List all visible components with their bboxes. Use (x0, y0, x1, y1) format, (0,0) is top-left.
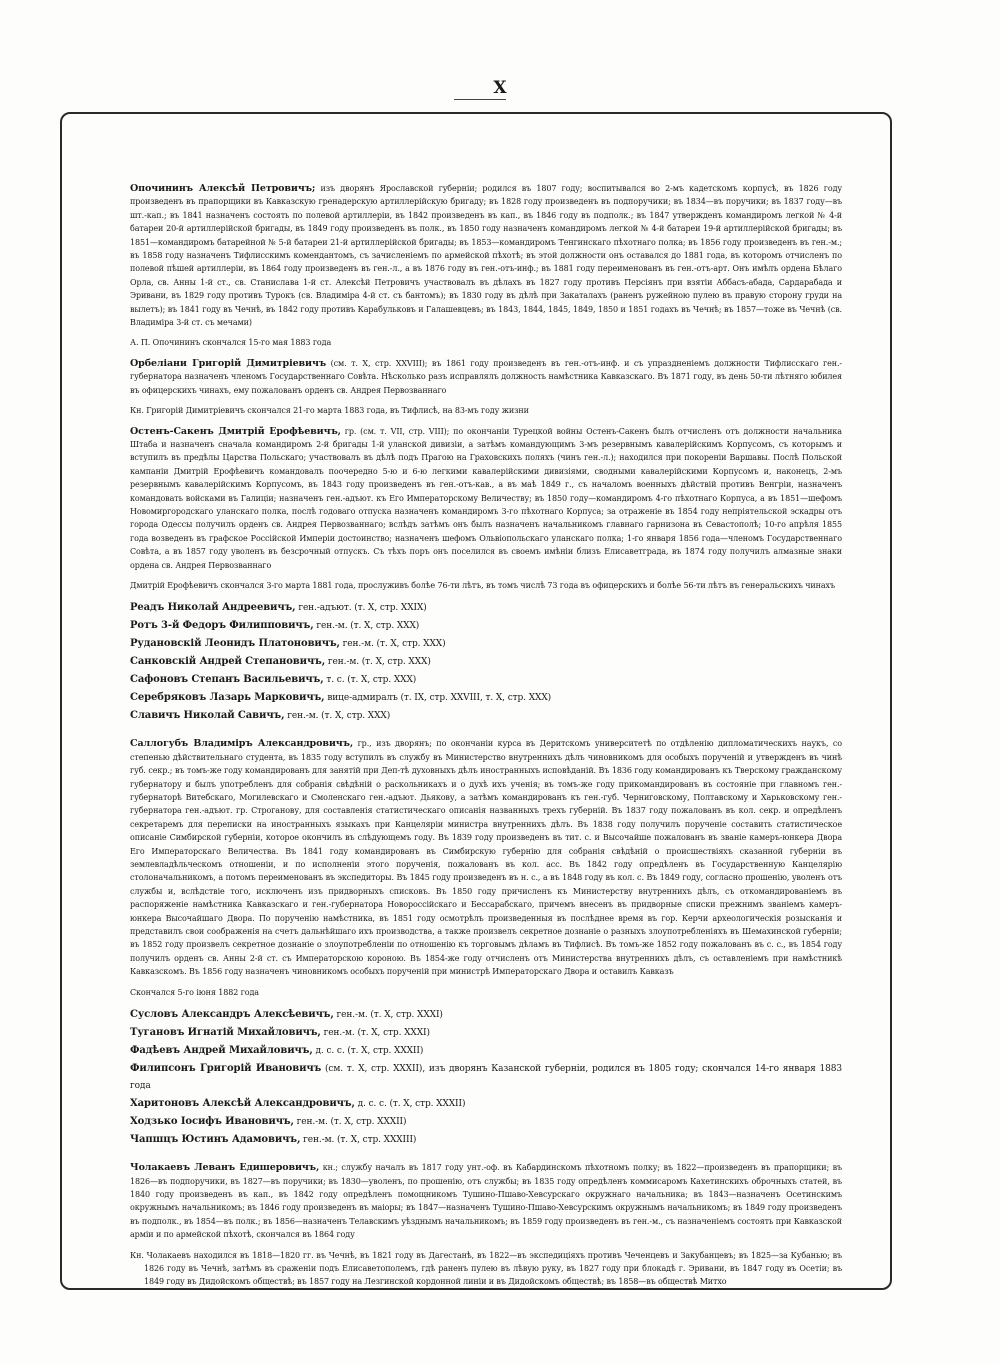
entry-text: кн.; службу началъ въ 1817 году унт.-оф. въ Кабардинскомъ пѣхотномъ полку; въ 1822—произведенъ въ прапорщики; въ 1826—въ подпоручики, въ 1827—въ поручики; въ 1830—уволенъ, по прошенію, отъ службы; въ 1835 году опредѣленъ коммисаромъ Кахетинскихъ оброчныхъ статей, въ 1840 году произведенъ въ кап., въ 1842 году опредѣленъ помощникомъ Тушино-Пшаво-Хевсурскаго окружнаго начальника; въ 1843—назначенъ Осетинскимъ окружнымъ начальникомъ; въ 1846 году произведенъ въ маіоры; въ 1847—назначенъ Тушино-Пшаво-Хевсурскимъ окружнымъ начальникомъ; въ 1849 году произведенъ въ подполк., въ 1854—въ полк.; въ 1856—назначенъ Телавскимъ уѣзднымъ начальникомъ; въ 1859 году произведенъ въ ген.-м., съ назначеніемъ состоять при Кавказской арміи и по армейской пѣхотѣ, скончался въ 1864 году (130, 1163, 842, 1240)
page-number: X (493, 78, 507, 98)
entry-name: Саллогубъ Владиміръ Александровичъ, (130, 738, 354, 750)
short-entry: Рудановскій Леонидъ Платоновичъ, ген.-м. (т. X, стр. XXX) (130, 638, 446, 650)
short-entry: Серебряковъ Лазарь Марковичъ, вице-адмиралъ (т. IX, стр. XXVIII, т. X, стр. XXX) (130, 692, 552, 704)
short-entry: Тугановъ Игнатій Михайловичъ, ген.-м. (т. X, стр. XXXI) (130, 1027, 430, 1039)
entry-note: А. П. Опочининъ скончался 15-го мая 1883 года (130, 338, 332, 348)
short-entries-s-ch (130, 1006, 842, 1149)
short-entry: Чапшцъ Юстинъ Адамовичъ, ген.-м. (т. X, стр. XXXIII) (130, 1134, 417, 1146)
entry-text: гр. (см. т. VII, стр. VIII); по окончаніи Турецкой войны Остенъ-Сакенъ былъ отчисленъ отъ должности начальника Штаба и назначенъ сначала командиромъ 2-й бригады 1-й уланской дивизіи, а затѣмъ командующимъ 3-мъ резервнымъ кавалерійскимъ Корпусомъ, съ которымъ и вступилъ въ предѣлы Царства Польскаго; участвовалъ въ дѣлѣ подъ Прагою на Граховскихъ поляхъ (чинъ ген.-л.); находился при покореніи Варшавы. Послѣ Польской кампаніи Дмитрій Ерофѣевичъ командовалъ поочередно 5-ю и 6-ю легкими кавалерійскими дивизіями, сводными кавалерійскими Корпусомъ и, наконецъ, 2-мъ резервнымъ кавалерійскимъ Корпусомъ, въ 1843 году произведенъ въ ген.-отъ-кав., а въ маѣ 1849 г., съ началомъ военныхъ дѣйствій противъ Венгріи, назначенъ командовать войсками въ Галиціи; назначенъ ген.-адъют. къ Его Императорскому Величеству; въ 1850 году—командиромъ 4-го пѣхотнаго Корпуса, а въ 1851—шефомъ Новомиргородскаго уланскаго полка, послѣ годоваго отпуска назначенъ командиромъ 3-го пѣхотнаго Корпуса; за отраженіе въ 1854 году непріятельской эскадры отъ города Одессы получилъ орденъ св. Андрея Первозваннаго; вслѣдъ затѣмъ онъ былъ назначенъ начальникомъ главнаго гарнизона въ Севастополѣ; 10-го апрѣля 1855 года возведенъ въ графское Россійской Имперіи достоинство; назначенъ шефомъ Ольвіопольскаго уланскаго полка; 1-го января 1856 года—членомъ Государственнаго Совѣта, а въ 1857 году уволенъ въ безсрочный отпускъ. Съ тѣхъ поръ онъ поселился въ своемъ имѣніи близъ Елисаветграда, въ 1874 году получилъ алмазные знаки ордена св. Андрея Первозваннаго (130, 426, 842, 570)
entry-osten-sacken (130, 425, 842, 572)
short-entry: Сафоновъ Степанъ Васильевичъ, т. с. (т. X, стр. XXX) (130, 674, 417, 686)
short-entry: Сусловъ Александръ Алексѣевичъ, ген.-м. (т. X, стр. XXXI) (130, 1009, 443, 1021)
entry-text: гр., изъ дворянъ; по окончаніи курса въ Деритскомъ университетѣ по отдѣленію дипломатическихъ наукъ, со степенью дѣйствительнаго студента, въ 1835 году вступилъ въ службу въ Министерство внутреннихъ дѣлъ чиновникомъ для особыхъ порученій и утвержденъ въ чинѣ губ. секр.; въ томъ-же году командированъ для занятій при Деп-тѣ духовныхъ дѣлъ иностранныхъ исповѣданій. Въ 1836 году командированъ къ Тверскому гражданскому губернатору и былъ употребленъ для собранія свѣдѣній о раскольникахъ и о духѣ ихъ ученія; въ томъ-же году прикомандированъ въ состояніе при главномъ ген.-губернаторѣ Витебскаго, Могилевскаго и Смоленскаго ген.-адъют. Дьякову, а затѣмъ командированъ къ ген.-губ. Черниговскому, Полтавскому и Харьковскому ген.-губернатора ген.-адъют. гр. Строганову, для составленія статистическаго описанія названныхъ трехъ губерній. Въ 1837 году пожалованъ въ кол. секр. и опредѣленъ секретаремъ для переписки на иностранныхъ языкахъ при Канцеляріи министра внутреннихъ дѣлъ. Въ 1838 году получилъ порученіе составить статистическое описаніе Симбирской губерніи, которое окончилъ въ слѣдующемъ году. Въ 1839 году произведенъ въ тит. с. и Высочайше пожалованъ въ званіе камеръ-юнкера Двора Его Императорскаго Величества. Въ 1841 году командированъ въ Симбирскую губернію для собранія свѣдѣній о происшествіяхъ сказанной губерніи въ землевладѣльческомъ отношеніи, и по исполненіи этого порученія, пожалованъ въ кол. асс. Въ 1842 году опредѣленъ въ Государственную Канцелярію столоначальникомъ, а потомъ переименованъ въ экспедиторы. Въ 1845 году произведенъ въ н. с., а въ 1848 году въ кол. с. Въ 1849 году, согласно прошенію, уволенъ отъ службы и, вслѣдствіе того, исключенъ изъ придворныхъ списковъ. Въ 1850 году причисленъ къ Министерству внутреннихъ дѣлъ, съ откомандированіемъ въ распоряженіе намѣстника Кавказскаго и ген.-губернатора Новороссійскаго и Бессарабскаго, причемъ внесенъ въ придворные списки прежнимъ званіемъ камеръ-юнкера Высочайшаго Двора. По порученію намѣстника, въ 1851 году осмотрѣлъ произведенныя въ послѣднее время въ гор. Керчи археологическія розысканія и представилъ свои соображенія на счетъ дальнѣйшаго ихъ производства, а также произвелъ секретное дознаніе о разныхъ злоупотребленіяхъ въ Шемахинской губерніи; въ 1852 году произвелъ секретное дознаніе о злоупотребленіи по отношенію къ торговымъ дѣламъ въ Тифлисѣ. Въ томъ-же 1852 году пожалованъ въ с. с., въ 1854 году получилъ орденъ св. Анны 2-й ст. съ Императорскою короною. Въ 1854-же году отчисленъ отъ Министерства внутреннихъ дѣлъ, съ оставленіемъ при намѣстникѣ Кавказскомъ. Въ 1856 году назначенъ чиновникомъ особыхъ порученій при министрѣ Императорскаго Двора и оставилъ Кавказъ (130, 739, 843, 977)
short-entry: Фадѣевъ Андрей Михайловичъ, д. с. с. (т. X, стр. XXXII) (130, 1045, 424, 1057)
entry-note: Дмитрій Ерофѣевичъ скончался 3-го марта 1881 года, прослуживъ болѣе 76-ти лѣтъ, въ томъ числѣ 73 года въ офицерскихъ и болѣе 56-ти лѣтъ въ генеральскихъ чинахъ (130, 580, 835, 590)
entry-opochinin (130, 182, 842, 329)
entry-text: изъ дворянъ Ярославской губерніи; родился въ 1807 году; воспитывался во 2-мъ кадетскомъ корпусѣ, въ 1826 году произведенъ въ прапорщики въ Кавказскую гренадерскую артиллерійскую бригаду; въ 1828 году произведенъ въ подпоручики; въ 1834—въ поручики; въ 1837 году—въ шт.-кап.; въ 1841 назначенъ состоять по полевой артиллеріи, въ 1842 произведенъ въ кап., въ 1846 году въ подполк.; въ 1847 утвержденъ командиромъ легкой № 4-й батареи 20-й артиллерійской бригады, въ 1849 году произведенъ въ полк., въ 1850 году назначенъ командиромъ легкой № 4-й батареи 19-й артиллерійской бригады; въ 1851—командиромъ батарейной № 5-й батареи 21-й артиллерійской бригады; въ 1853—командиромъ Тенгинскаго пѣхотнаго полка; въ 1856 году произведенъ въ ген.-м.; въ 1858 году назначенъ Тифлисскимъ комендантомъ, съ зачисленіемъ по армейской пѣхотѣ; въ этой должности онъ оставался до 1881 года, въ которомъ отчисленъ по полевой пѣшей артиллеріи, въ 1864 году произведенъ въ ген.-л., а въ 1876 году въ ген.-отъ-инф.; въ 1881 году переименованъ въ ген.-отъ-арт. Онъ имѣлъ ордена Бѣлаго Орла, св. Анны 1-й ст., св. Станислава 1-й ст. Алексѣй Петровичъ участвовалъ въ дѣлахъ въ 1827 году противъ Персіянъ при взятіи Аббасъ-абада, Сардарабада и Эривани, въ 1829 году противъ Турокъ (св. Владиміра 4-й ст. съ бантомъ); въ 1830 году въ дѣлѣ при Закаталахъ (раненъ ружейною пулею въ правую сторону груди на вылетъ); въ 1841 году въ Чечнѣ, въ 1842 году противъ Карабульковъ и Галашевцевъ; въ 1843, 1844, 1845, 1849, 1850 и 1851 годахъ въ Чечнѣ; въ 1857—тоже въ Чечнѣ (св. Владиміра 3-й ст. съ мечами) (130, 184, 843, 328)
entry-text: (см. т. X, стр. XXVIII); въ 1861 году произведенъ въ ген.-отъ-инф. и съ упраздненіемъ должности Тифлисскаго ген.-губернатора назначенъ членомъ Государственнаго Совѣта. Нѣсколько разъ исправлялъ должность намѣстника Кавказскаго. Въ 1871 году, въ день 50-ти лѣтняго юбилея въ офицерскихъ чинахъ, ему пожалованъ орденъ св. Андрея Первозваннаго (130, 358, 842, 395)
entry-name: Остенъ-Сакенъ Дмитрій Ерофѣевичъ, (130, 425, 341, 437)
entry-name: Чолакаевъ Леванъ Едишеровичъ, (130, 1162, 320, 1174)
document-body (130, 182, 842, 1296)
entry-name: Опочининъ Алексѣй Петровичъ; (130, 183, 316, 194)
short-entry: Ходзько Іосифъ Ивановичъ, ген.-м. (т. X, стр. XXXII) (130, 1116, 407, 1128)
page-number-underline (454, 99, 506, 100)
short-entry: Реадъ Николай Андреевичъ, ген.-адъют. (т. X, стр. XXIX) (130, 602, 427, 614)
short-entry: Харитоновъ Алексѣй Александровичъ, д. с. с. (т. X, стр. XXXII) (130, 1098, 466, 1110)
entry-orbeliani (130, 357, 842, 397)
short-entry: Ротъ 3-й Федоръ Филипповичъ, ген.-м. (т. X, стр. XXX) (130, 620, 420, 632)
entry-sollogub (130, 737, 842, 978)
entry-note: Скончался 5-го іюня 1882 года (130, 987, 259, 997)
entry-cholakaev (130, 1161, 842, 1241)
entry-note: Кн. Чолакаевъ находился въ 1818—1820 гг. въ Чечнѣ, въ 1821 году въ Дагестанѣ, въ 1822—въ экспедиціяхъ противъ Чеченцевъ и Закубанцевъ; въ 1825—за Кубанью; въ 1826 году въ Чечнѣ, затѣмъ въ сраженіи подъ Елисаветополемъ, гдѣ раненъ пулею въ лѣвую руку, въ 1827 году при блокадѣ г. Эривани, въ 1847 году въ Осетіи; въ 1849 году въ Дидойскомъ обществѣ; въ 1857 году на Лезгинской кордонной линіи и въ Дидойскомъ обществѣ; въ 1858—въ обществѣ Митхо (130, 1250, 842, 1287)
short-entry: Филипсонъ Григорій Ивановичъ (см. т. X, стр. XXXII), изъ дворянъ Казанской губерніи, родился въ 1805 году; скончался 14-го января 1883 года (130, 1063, 842, 1092)
entry-note: Кн. Григорій Димитріевичъ скончался 21-го марта 1883 года, въ Тифлисѣ, на 83-мъ году жизни (130, 406, 529, 416)
short-entries-r-s (130, 599, 842, 725)
short-entry: Славичъ Николай Савичъ, ген.-м. (т. X, стр. XXX) (130, 710, 391, 722)
short-entry: Санковскій Андрей Степановичъ, ген.-м. (т. X, стр. XXX) (130, 656, 431, 668)
entry-name: Орбеліани Григорій Димитріевичъ (130, 357, 327, 369)
